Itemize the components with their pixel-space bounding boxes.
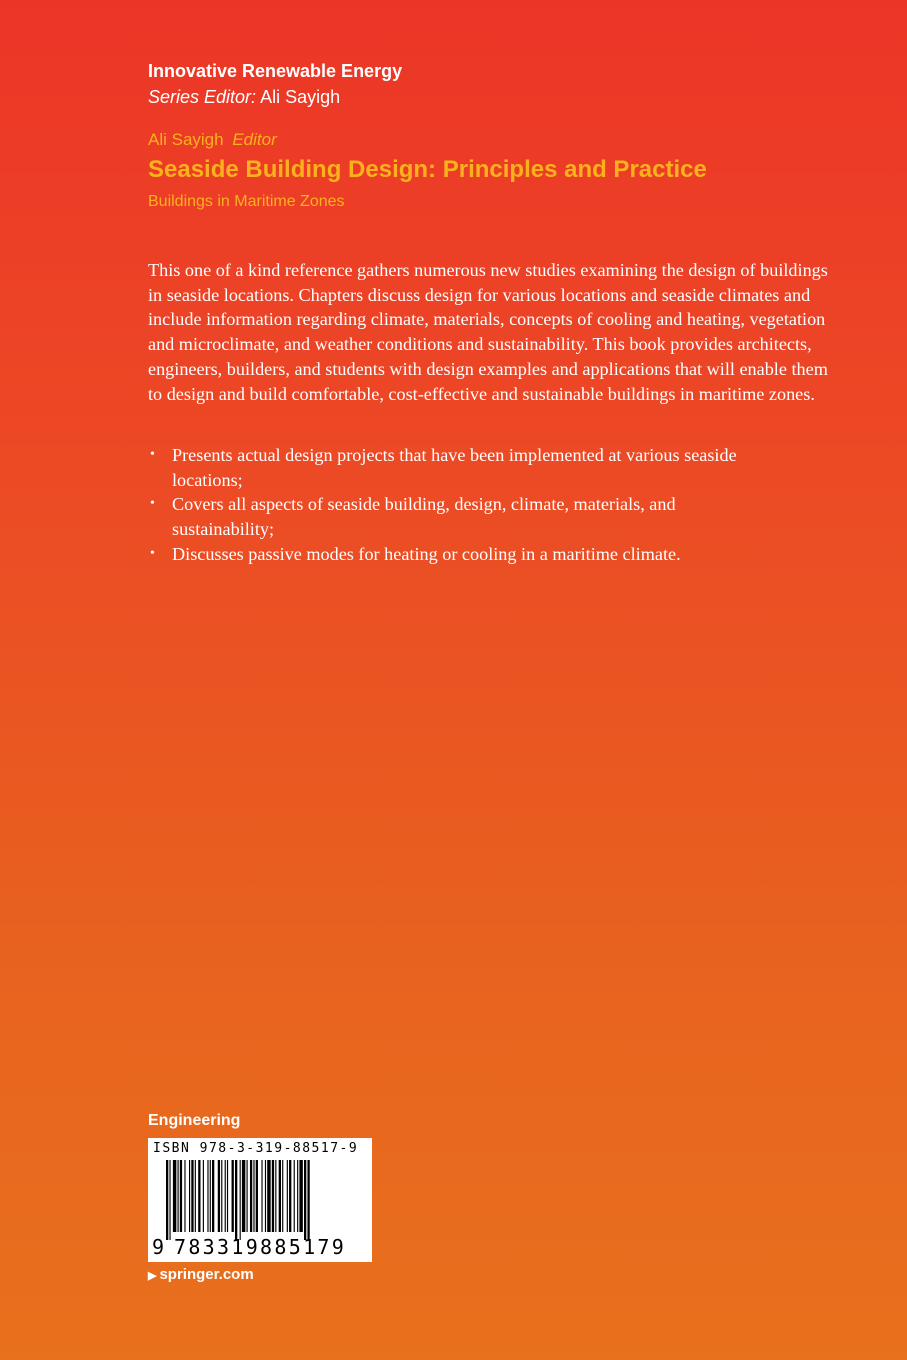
series-editor-name: Ali Sayigh [260, 87, 341, 107]
isbn-label: ISBN 978-3-319-88517-9 [153, 1141, 359, 1156]
book-title: Seaside Building Design: Principles and Practice [148, 156, 707, 183]
feature-item [148, 542, 748, 567]
feature-text: Covers all aspects of seaside building, design, climate, materials, and sustainability; [172, 494, 676, 540]
series-title: Innovative Renewable Energy [148, 61, 403, 81]
feature-item [148, 443, 748, 492]
book-subtitle: Buildings in Maritime Zones [148, 193, 345, 210]
barcode-bars-icon [166, 1160, 356, 1240]
ean-digits: 783319885179 [174, 1235, 347, 1259]
book-info [148, 127, 707, 217]
feature-list [148, 443, 748, 567]
arrow-right-icon: ▶ [148, 1270, 157, 1282]
website-text: springer.com [159, 1266, 254, 1283]
series-editor-line [148, 84, 402, 110]
bullet-icon: • [150, 447, 155, 462]
publisher-website[interactable] [148, 1264, 254, 1287]
book-editor-role: Editor [232, 130, 277, 149]
bullet-icon: • [150, 545, 155, 561]
feature-text: Discusses passive modes for heating or cooling in a maritime climate. [172, 543, 681, 564]
subject-category: Engineering [148, 1112, 241, 1129]
series-editor-label: Series Editor: [148, 87, 257, 107]
isbn-barcode [148, 1138, 372, 1262]
feature-text: Presents actual design projects that have been implemented at various seaside locations; [172, 445, 737, 490]
book-editor-name: Ali Sayigh [148, 130, 224, 149]
feature-item [148, 492, 748, 541]
book-description: This one of a kind reference gathers numerous new studies examining the design of buildings in seaside locations. Chapters discuss design for various locations and seaside climates and include information regarding climate, materials, concepts of cooling and heating, vegetation and microclimate, and weather conditions and sustainability. This book provides architects, engineers, builders, and students with design examples and applications that will enable them to design and build comfortable, cost-effective and sustainable buildings in maritime zones. [148, 260, 828, 404]
series-info [148, 58, 402, 110]
ean-first-digit: 9 [152, 1235, 165, 1259]
bullet-icon: • [150, 496, 155, 512]
book-editor-line [148, 127, 707, 153]
